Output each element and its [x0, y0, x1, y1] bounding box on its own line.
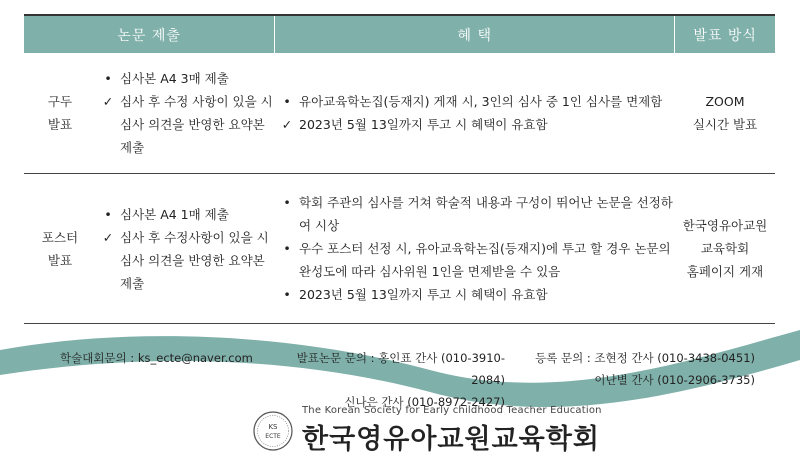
- header-method: 발표 방식: [674, 16, 775, 53]
- list-item: [96, 226, 275, 295]
- list-item: [275, 90, 675, 113]
- method-line: 한국영유아교원: [682, 218, 768, 233]
- emblem-text-ecte: ECTE: [265, 432, 281, 440]
- bullet-icon: •: [283, 241, 291, 256]
- list-item-text: 유아교육학논집(등재지) 게재 시, 3인의 심사 중 1인 심사를 면제함: [299, 94, 663, 109]
- registration-contact-line: 이난별 간사 (010-2906-3735): [594, 373, 755, 387]
- benefit-cell: [275, 53, 675, 173]
- row-label-line: 발표: [47, 117, 73, 132]
- list-item-text: 심사 후 수정 사항이 있을 시 심사 의견을 반영한 요약본 제출: [120, 94, 273, 155]
- table-header: [24, 14, 775, 53]
- list-item: [275, 191, 675, 237]
- bullet-icon: •: [104, 206, 112, 222]
- list-item: [96, 203, 275, 226]
- check-icon: ✓: [102, 229, 114, 245]
- presentation-contact-line: 발표논문 문의 : 홍인표 간사 (010-3910-2084): [296, 351, 505, 387]
- method-cell: [675, 53, 775, 173]
- logo-text: [302, 405, 602, 456]
- society-emblem-icon: [252, 410, 294, 452]
- registration-contact: [535, 347, 755, 391]
- row-label-poster: [24, 174, 96, 323]
- list-item-text: 2023년 5월 13일까지 투고 시 혜택이 유효함: [299, 287, 548, 302]
- society-logo: [252, 405, 602, 456]
- method-cell: [675, 174, 775, 323]
- benefit-cell: [275, 174, 675, 323]
- info-table: [24, 14, 775, 324]
- bullet-icon: •: [283, 195, 291, 210]
- check-icon: ✓: [102, 94, 114, 109]
- method-line: 홈페이지 게재: [686, 264, 764, 279]
- method-line: ZOOM: [705, 94, 745, 109]
- list-item: [96, 67, 275, 90]
- submission-cell: [96, 53, 275, 173]
- bullet-icon: •: [104, 71, 112, 86]
- row-label-oral: [24, 53, 96, 173]
- list-item-text: 학회 주관의 심사를 거쳐 학술적 내용과 구성이 뛰어난 논문을 선정하여 시상: [299, 195, 673, 233]
- conference-contact-text: 학술대회문의 : ks_ecte@naver.com: [60, 351, 253, 365]
- bullet-icon: •: [283, 287, 291, 302]
- emblem-text-ks: KS: [268, 422, 278, 431]
- registration-contact-line: 등록 문의 : 조현정 간사 (010-3438-0451): [535, 351, 755, 365]
- method-line: 실시간 발표: [692, 117, 758, 132]
- submission-cell: [96, 174, 275, 323]
- presentation-contact: [295, 347, 505, 413]
- list-item: [275, 237, 675, 283]
- list-item-text: 2023년 5월 13일까지 투고 시 혜택이 유효함: [299, 117, 548, 132]
- list-item-text: 우수 포스터 선정 시, 유아교육학논집(등재지)에 투고 할 경우 논문의 완성도에 따라 심사위원 1인을 면제받을 수 있음: [299, 241, 671, 279]
- table-row-poster: [24, 174, 775, 324]
- row-label-line: 발표: [47, 252, 73, 268]
- society-korean-name: 한국영유아교원교육학회: [302, 424, 600, 455]
- list-item-text: 심사본 A4 1매 제출: [120, 206, 229, 222]
- header-benefit: 혜 택: [274, 16, 674, 53]
- check-icon: ✓: [281, 117, 293, 132]
- row-label-line: 구두: [47, 94, 73, 109]
- conference-contact: [60, 347, 253, 369]
- method-line: 교육학회: [700, 241, 750, 256]
- list-item: [275, 113, 675, 136]
- list-item: [96, 90, 275, 159]
- society-english-name: The Korean Society for Early childhood Teacher Education: [302, 405, 602, 416]
- table-row-oral: [24, 53, 775, 174]
- list-item-text: 심사본 A4 3매 제출: [120, 71, 229, 86]
- list-item: [275, 283, 675, 306]
- bullet-icon: •: [283, 94, 291, 109]
- row-label-line: 포스터: [41, 229, 79, 245]
- header-submission: 논문 제출: [117, 27, 181, 44]
- presentation-contact-line: 신나은 간사 (010-8972-2427): [344, 395, 505, 409]
- list-item-text: 심사 후 수정사항이 있을 시 심사 의견을 반영한 요약본 제출: [120, 229, 269, 291]
